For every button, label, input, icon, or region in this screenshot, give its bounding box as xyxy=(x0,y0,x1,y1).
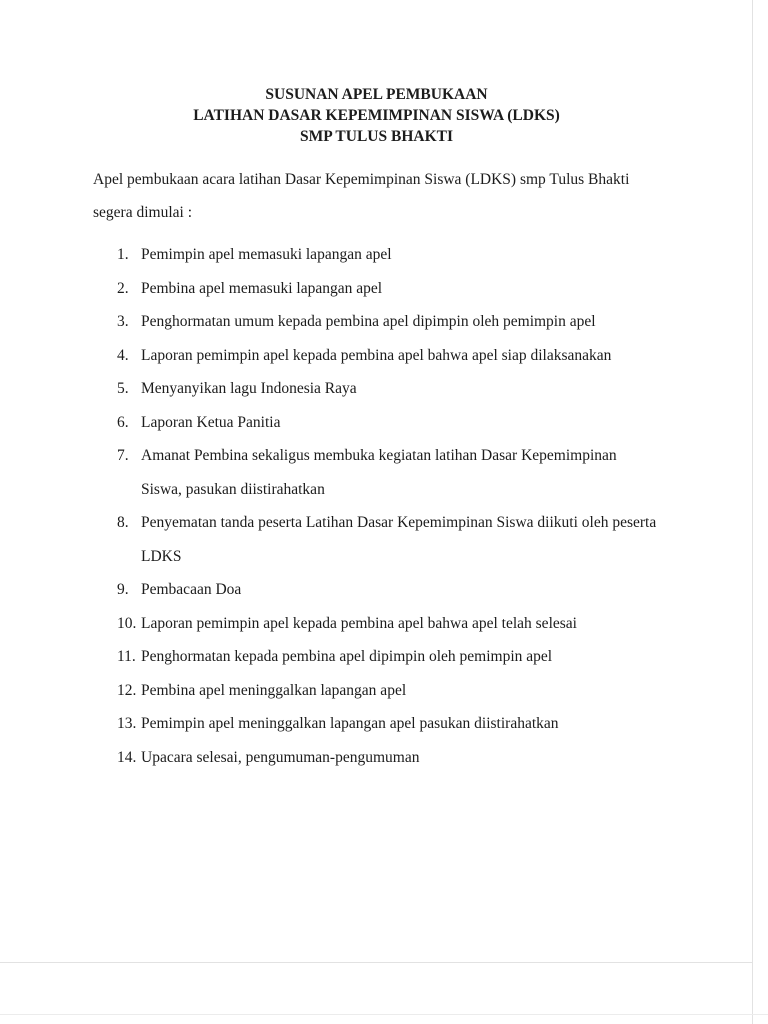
item-number: 13. xyxy=(117,715,137,732)
title-line-3: SMP TULUS BHAKTI xyxy=(299,128,454,145)
document-title xyxy=(93,84,660,147)
list-item xyxy=(117,573,660,607)
list-item xyxy=(117,272,660,306)
list-item xyxy=(117,640,660,674)
item-text: Penghormatan kepada pembina apel dipimpin oleh pemimpin apel xyxy=(141,648,553,665)
item-text: Pembina apel meninggalkan lapangan apel xyxy=(141,681,407,699)
list-item xyxy=(117,238,660,272)
item-text: Menyanyikan lagu Indonesia Raya xyxy=(141,380,357,397)
item-number: 6. xyxy=(117,413,129,431)
page-edge-right xyxy=(752,0,753,1024)
list-item xyxy=(117,707,660,741)
item-number: 2. xyxy=(117,279,129,297)
item-number: 4. xyxy=(117,346,129,364)
item-number: 5. xyxy=(117,380,129,397)
item-number: 10. xyxy=(117,614,137,632)
item-text: Amanat Pembina sekaligus membuka kegiatan latihan Dasar Kepemimpinan Siswa, pasukan diistirahatkan xyxy=(141,447,617,498)
intro-paragraph: Apel pembukaan acara latihan Dasar Kepemimpinan Siswa (LDKS) smp Tulus Bhakti segera dimulai : xyxy=(93,171,630,221)
item-text: Pemimpin apel memasuki lapangan apel xyxy=(141,246,392,263)
agenda-list xyxy=(93,238,660,774)
item-text: Pembacaan Doa xyxy=(141,581,242,598)
page-edge-bottom xyxy=(0,962,753,963)
item-text: Penyematan tanda peserta Latihan Dasar Kepemimpinan Siswa diikuti oleh peserta LDKS xyxy=(141,514,657,565)
list-item xyxy=(117,674,660,708)
list-item xyxy=(117,741,660,775)
list-item xyxy=(117,439,660,506)
item-text: Penghormatan umum kepada pembina apel dipimpin oleh pemimpin apel xyxy=(141,313,596,330)
item-number: 7. xyxy=(117,447,129,464)
list-item xyxy=(117,506,660,573)
item-text: Pembina apel memasuki lapangan apel xyxy=(141,279,383,297)
list-item xyxy=(117,372,660,406)
item-number: 14. xyxy=(117,748,137,766)
item-text: Laporan pemimpin apel kepada pembina apel bahwa apel telah selesai xyxy=(141,614,577,632)
item-number: 9. xyxy=(117,581,129,598)
item-number: 3. xyxy=(117,313,129,330)
list-item xyxy=(117,339,660,373)
item-number: 11. xyxy=(117,648,136,665)
item-text: Laporan Ketua Panitia xyxy=(141,413,281,431)
page-edge-bottom-secondary xyxy=(0,1014,768,1015)
item-text: Pemimpin apel meninggalkan lapangan apel pasukan diistirahatkan xyxy=(141,715,559,732)
title-line-1: SUSUNAN APEL PEMBUKAAN xyxy=(265,86,488,103)
list-item xyxy=(117,406,660,440)
list-item xyxy=(117,607,660,641)
item-number: 8. xyxy=(117,514,129,531)
list-item xyxy=(117,305,660,339)
item-text: Laporan pemimpin apel kepada pembina apel bahwa apel siap dilaksanakan xyxy=(141,346,612,364)
item-text: Upacara selesai, pengumuman-pengumuman xyxy=(141,748,420,766)
item-number: 1. xyxy=(117,246,129,263)
item-number: 12. xyxy=(117,681,137,699)
title-line-2: LATIHAN DASAR KEPEMIMPINAN SISWA (LDKS) xyxy=(193,107,560,124)
